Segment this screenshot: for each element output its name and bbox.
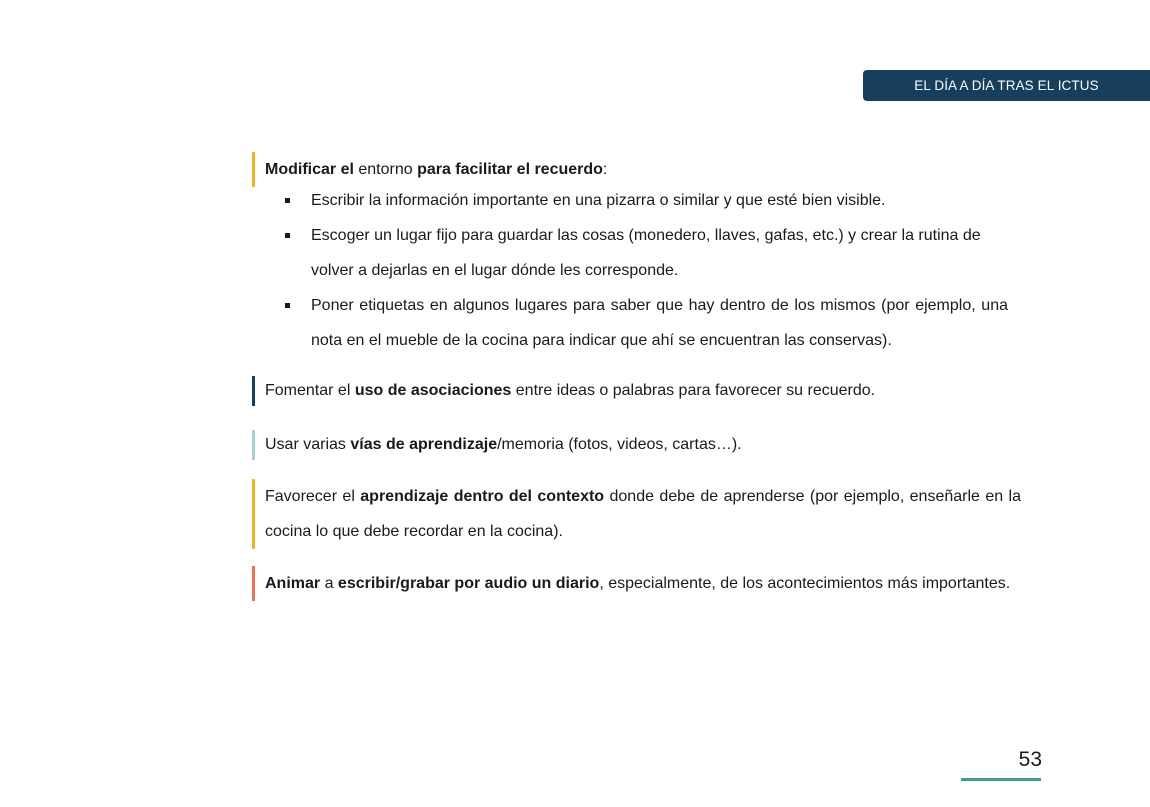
- tip-text: Fomentar el uso de asociaciones entre ideas o palabras para favorecer su recuerdo.: [265, 382, 876, 399]
- tip-block-learning-paths: [252, 430, 1021, 460]
- tip-text: Modificar el entorno para facilitar el recuerdo:: [265, 161, 608, 178]
- tip-block-context-learning: [252, 479, 1021, 549]
- bullet-list: [285, 183, 1008, 358]
- tip-text: Usar varias vías de aprendizaje/memoria (fotos, videos, cartas…).: [265, 436, 742, 453]
- bullet-icon: [285, 233, 290, 238]
- bullet-icon: [285, 303, 290, 308]
- tip-block-diary: [252, 566, 1021, 601]
- section-header-tab: [863, 70, 1150, 101]
- section-header-title: EL DÍA A DÍA TRAS EL ICTUS: [914, 78, 1099, 93]
- page-number-underline: [961, 778, 1041, 781]
- tip-text: Favorecer el aprendizaje dentro del contexto donde debe de aprenderse (por ejemplo, enseñarle en la cocina lo que debe recordar en la cocina).: [265, 488, 1021, 540]
- tip-block-modify-environment: [252, 152, 1021, 187]
- tip-block-associations: [252, 376, 1021, 406]
- page-number: 53: [1018, 748, 1042, 771]
- bullet-icon: [285, 198, 290, 203]
- list-item: Poner etiquetas en algunos lugares para saber que hay dentro de los mismos (por ejemplo, una nota en el mueble de la cocina para indicar que ahí se encuentran las conservas).: [285, 288, 1008, 358]
- list-item: Escribir la información importante en una pizarra o similar y que esté bien visible.: [285, 183, 1008, 218]
- list-item: Escoger un lugar fijo para guardar las cosas (monedero, llaves, gafas, etc.) y crear la rutina de volver a dejarlas en el lugar dónde les corresponde.: [285, 218, 1008, 288]
- tip-text: Animar a escribir/grabar por audio un diario, especialmente, de los acontecimientos más importantes.: [265, 575, 1011, 592]
